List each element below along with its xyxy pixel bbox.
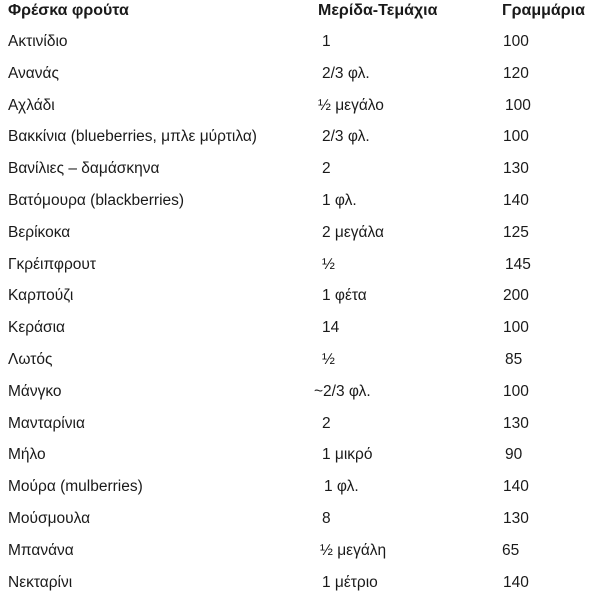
portion-cell: 1 μικρό — [322, 446, 373, 464]
portion-cell: 1 φέτα — [322, 287, 367, 305]
grams-cell: 125 — [503, 223, 529, 241]
grams-cell: 140 — [503, 191, 529, 209]
fruit-name-cell: Ανανάς — [8, 64, 59, 82]
grams-cell: 200 — [503, 287, 529, 305]
fruit-name-cell: Κεράσια — [8, 319, 65, 337]
table-row — [0, 312, 600, 344]
grams-cell: 100 — [503, 382, 529, 400]
portion-cell: ½ — [322, 255, 335, 273]
fruit-name-cell: Μήλο — [8, 446, 46, 464]
fruit-name-cell: Καρπούζι — [8, 287, 74, 305]
grams-cell: 100 — [503, 128, 529, 146]
grams-cell: 130 — [503, 414, 529, 432]
header-grams: Γραμμάρια — [502, 2, 585, 19]
portion-cell: 1 φλ. — [322, 191, 357, 209]
table-row — [0, 535, 600, 567]
portion-cell: 2/3 φλ. — [322, 128, 370, 146]
portion-cell: 1 μέτριο — [322, 573, 378, 591]
portion-cell: 1 φλ. — [324, 478, 359, 496]
table-row — [0, 408, 600, 440]
table-row — [0, 153, 600, 185]
table-row — [0, 185, 600, 217]
portion-cell: 2/3 φλ. — [322, 64, 370, 82]
table-row — [0, 471, 600, 503]
grams-cell: 65 — [502, 541, 520, 559]
fruit-name-cell: Μπανάνα — [8, 541, 74, 559]
grams-cell: 140 — [503, 573, 529, 591]
portion-cell: 8 — [322, 509, 331, 527]
fruit-name-cell: Λωτός — [8, 350, 53, 368]
table-row — [0, 249, 600, 281]
grams-cell: 100 — [503, 319, 529, 337]
fruit-name-cell: Μούρα (mulberries) — [8, 478, 143, 496]
header-portion: Μερίδα-Τεμάχια — [318, 2, 438, 19]
portion-cell: ½ — [322, 350, 335, 368]
portion-cell: 2 — [322, 414, 331, 432]
portion-cell: 2 μεγάλα — [322, 223, 384, 241]
grams-cell: 100 — [503, 33, 529, 50]
fruit-name-cell: Βακκίνια (blueberries, μπλε μύρτιλα) — [8, 128, 257, 146]
portion-cell: ½ μεγάλο — [318, 96, 384, 114]
grams-cell: 90 — [505, 446, 523, 464]
table-row — [0, 503, 600, 535]
grams-cell: 85 — [505, 350, 523, 368]
fruit-name-cell: Βερίκοκα — [8, 223, 71, 241]
fruit-name-cell: Γκρέιπφρουτ — [8, 255, 97, 273]
grams-cell: 120 — [503, 64, 529, 82]
fruit-name-cell: Νεκταρίνι — [8, 573, 73, 591]
table-row — [0, 90, 600, 122]
grams-cell: 130 — [503, 160, 529, 178]
fruit-name-cell: Βανίλιες – δαμάσκηνα — [8, 160, 160, 178]
table-row — [0, 567, 600, 599]
fruit-name-cell: Μανταρίνια — [8, 414, 85, 432]
table-row — [0, 344, 600, 376]
portion-cell: ~2/3 φλ. — [314, 382, 371, 400]
grams-cell: 145 — [505, 255, 531, 273]
portion-cell: 1 — [322, 33, 331, 50]
table-row — [0, 376, 600, 408]
fruit-name-cell: Μούσμουλα — [8, 509, 91, 527]
grams-cell: 130 — [503, 509, 529, 527]
fruit-name-cell: Βατόμουρα (blackberries) — [8, 191, 185, 209]
table-row — [0, 26, 600, 58]
table-row — [0, 280, 600, 312]
portion-cell: ½ μεγάλη — [320, 541, 387, 559]
portion-cell: 14 — [322, 319, 340, 337]
table-row — [0, 58, 600, 90]
fruit-name-cell: Ακτινίδιο — [8, 33, 68, 50]
fruit-name-cell: Μάνγκο — [8, 382, 62, 400]
table-row — [0, 217, 600, 249]
table-header — [0, 0, 600, 26]
header-fruit: Φρέσκα φρούτα — [8, 2, 129, 19]
table-body — [0, 26, 600, 598]
portion-cell: 2 — [322, 160, 331, 178]
grams-cell: 140 — [503, 478, 529, 496]
grams-cell: 100 — [505, 96, 531, 114]
table-row — [0, 439, 600, 471]
table-row — [0, 121, 600, 153]
fruit-name-cell: Αχλάδι — [8, 96, 55, 114]
